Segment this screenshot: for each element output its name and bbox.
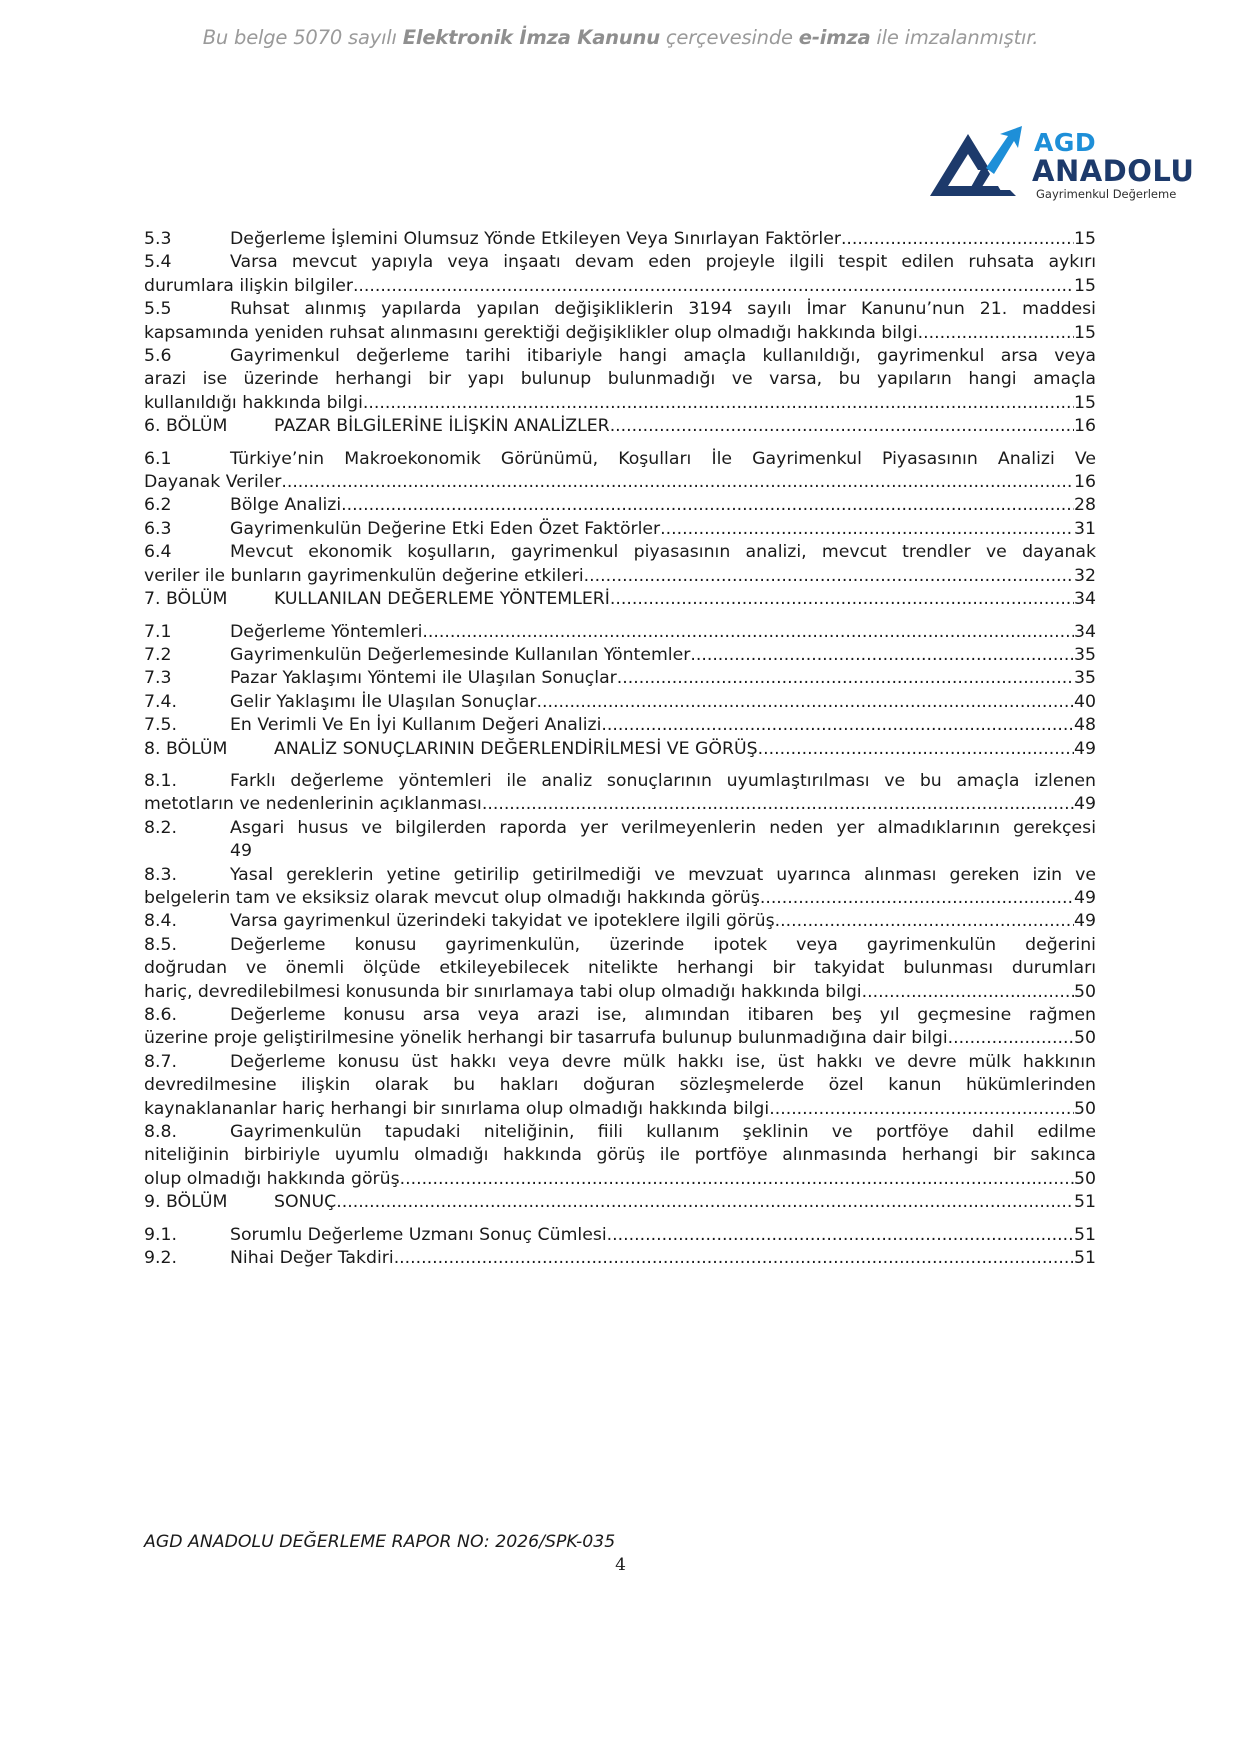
toc-entry-text: Gayrimenkul değerleme tarihi itibariyle hangi amaçla kullanıldığı, gayrimenkul arsa veya <box>230 346 1096 367</box>
toc-dot-leader <box>341 494 1074 517</box>
toc-entry-leader-line <box>144 494 1096 517</box>
toc-entry-number: 5.5 <box>144 299 172 320</box>
toc-entry-leader-line <box>144 1168 1096 1191</box>
logo-text-anadolu: ANADOLU <box>1032 154 1195 188</box>
toc-chapter-entry[interactable] <box>144 588 1096 611</box>
toc-dot-leader <box>948 1027 1074 1050</box>
toc-entry-text: arazi ise üzerinde herhangi bir yapı bulunup bulunmadığı ve varsa, bu yapıların hangi amaçla <box>144 369 1096 390</box>
toc-dot-leader <box>281 471 1074 494</box>
toc-entry-text: durumlara ilişkin bilgiler <box>144 275 353 296</box>
toc-entry-line <box>144 1144 1096 1167</box>
toc-entry-number: 8.8. <box>144 1122 177 1143</box>
toc-chapter-entry[interactable] <box>144 1191 1096 1214</box>
toc-entry-text: Gayrimenkulün tapudaki niteliğinin, fiili kullanım şeklinin ve portföye dahil edilme <box>230 1122 1096 1143</box>
toc-entry[interactable] <box>144 817 1096 864</box>
logo-text-agd: AGD <box>1034 128 1097 157</box>
toc-entry-page: 49 <box>230 841 252 862</box>
toc-dot-leader <box>758 738 1074 761</box>
toc-entry-page: 28 <box>1074 495 1096 516</box>
report-footer-title: AGD ANADOLU DEĞERLEME RAPOR NO: 2026/SPK-035 <box>144 1532 616 1552</box>
toc-entry[interactable] <box>144 251 1096 298</box>
toc-entry[interactable] <box>144 298 1096 345</box>
toc-entry-leader-line <box>144 1224 1096 1247</box>
toc-entry-leader-line <box>144 887 1096 910</box>
toc-dot-leader <box>336 1191 1074 1214</box>
toc-entry-text: Değerleme konusu arsa veya arazi ise, alımından itibaren beş yıl geçmesine rağmen <box>230 1005 1096 1025</box>
toc-entry-number: 8.2. <box>144 817 177 838</box>
toc-entry-leader-line <box>144 228 1096 251</box>
toc-dot-leader <box>363 392 1074 415</box>
toc-entry[interactable] <box>144 770 1096 817</box>
toc-entry-number: 5.6 <box>144 346 172 367</box>
toc-entry-text: Değerleme konusu gayrimenkulün, üzerinde ipotek veya gayrimenkulün değerini <box>230 934 1096 955</box>
toc-dot-leader <box>617 667 1074 690</box>
toc-entry-number: 5.3 <box>144 229 172 249</box>
toc-entry-page: 35 <box>1074 668 1096 689</box>
page-number: 4 <box>615 1555 626 1575</box>
toc-entry-leader-line <box>144 714 1096 737</box>
toc-entry[interactable] <box>144 934 1096 1004</box>
toc-entry-line <box>144 251 1096 274</box>
toc-entry-line <box>144 1074 1096 1097</box>
toc-entry-line <box>144 1004 1096 1027</box>
toc-entry[interactable] <box>144 518 1096 541</box>
toc-entry-text: belgelerin tam ve eksiksiz olarak mevcut olup olmadığı hakkında görüş <box>144 887 760 908</box>
toc-entry-number: 9.2. <box>144 1248 177 1269</box>
toc-entry-text: Değerleme Yöntemleri <box>230 621 423 642</box>
toc-entry-text: Nihai Değer Takdiri <box>230 1248 394 1269</box>
toc-dot-leader <box>482 793 1074 816</box>
toc-entry-text: niteliğinin birbiriyle uyumlu olmadığı hakkında görüş ile portföye alınmasında herhangi bir sakınca <box>144 1145 1096 1166</box>
banner-text-3: ile imzalanmıştır. <box>870 26 1039 49</box>
toc-dot-leader <box>918 322 1074 345</box>
toc-entry-line <box>144 770 1096 793</box>
toc-entry[interactable] <box>144 621 1096 644</box>
toc-chapter-title: ANALİZ SONUÇLARININ DEĞERLENDİRİLMESİ VE GÖRÜŞ <box>274 738 758 759</box>
toc-entry-line <box>144 1121 1096 1144</box>
toc-entry-text: Ruhsat alınmış yapılarda yapılan değişikliklerin 3194 sayılı İmar Kanunu’nun 21. maddesi <box>230 299 1096 320</box>
toc-chapter-title: PAZAR BİLGİLERİNE İLİŞKİN ANALİZLER <box>274 416 610 437</box>
toc-entry-leader-line <box>144 1247 1096 1270</box>
toc-entry-number: 8.1. <box>144 770 177 791</box>
toc-entry-leader-line <box>144 588 1096 611</box>
toc-entry-number: 7.3 <box>144 668 172 689</box>
toc-entry-text: kapsamında yeniden ruhsat alınmasını gerektiği değişiklikler olup olmadığı hakkında bilgi <box>144 322 918 343</box>
toc-dot-leader <box>760 887 1074 910</box>
toc-entry[interactable] <box>144 1121 1096 1191</box>
toc-dot-leader <box>536 691 1074 714</box>
toc-entry-text: doğrudan ve önemli ölçüde etkileyebilecek nitelikte herhangi bir takyidat bulunması durumları <box>144 958 1096 979</box>
toc-dot-leader <box>601 714 1074 737</box>
toc-entry[interactable] <box>144 691 1096 714</box>
toc-dot-leader <box>394 1247 1074 1270</box>
toc-entry-page: 16 <box>1074 472 1096 493</box>
toc-entry-leader-line <box>144 471 1096 494</box>
toc-entry-line <box>144 448 1096 471</box>
banner-text-2: çerçevesinde <box>659 26 799 49</box>
toc-entry-page: 34 <box>1074 621 1096 642</box>
table-of-contents <box>144 228 1096 1270</box>
toc-entry-number: 8.5. <box>144 934 177 955</box>
toc-entry-text: Varsa mevcut yapıyla veya inşaatı devam eden projeyle ilgili tespit edilen ruhsata aykırı <box>230 252 1096 273</box>
toc-entry-text: Farklı değerleme yöntemleri ile analiz sonuçlarının uyumlaştırılması ve bu amaçla izlenen <box>230 770 1096 791</box>
toc-entry-leader-line <box>144 1098 1096 1121</box>
toc-entry-number: 8.7. <box>144 1051 177 1072</box>
toc-entry-line <box>144 298 1096 321</box>
toc-entry[interactable] <box>144 1224 1096 1247</box>
toc-entry-page: 35 <box>1074 644 1096 665</box>
toc-entry-page: 50 <box>1074 1168 1096 1189</box>
toc-entry[interactable] <box>144 448 1096 495</box>
toc-entry-line <box>144 345 1096 368</box>
toc-entry-text: metotların ve nedenlerinin açıklanması <box>144 794 482 815</box>
toc-entry-page: 50 <box>1074 981 1096 1002</box>
toc-entry-page: 15 <box>1074 322 1096 343</box>
toc-chapter-number: 8. BÖLÜM <box>144 738 228 759</box>
toc-entry[interactable] <box>144 644 1096 667</box>
toc-entry-number: 8.6. <box>144 1005 177 1025</box>
company-logo <box>928 124 1198 204</box>
toc-entry-text: olup olmadığı hakkında görüş <box>144 1168 400 1189</box>
toc-entry-text: En Verimli Ve En İyi Kullanım Değeri Analizi <box>230 715 602 736</box>
toc-entry-page: 40 <box>1074 691 1096 712</box>
toc-entry-line <box>144 368 1096 391</box>
toc-entry-text: Gayrimenkulün Değerine Etki Eden Özet Faktörler <box>230 518 661 539</box>
toc-entry-number: 5.4 <box>144 252 172 273</box>
banner-text-1: Bu belge 5070 sayılı <box>202 26 403 49</box>
toc-chapter-number: 7. BÖLÜM <box>144 589 228 610</box>
toc-entry[interactable] <box>144 494 1096 517</box>
toc-entry-leader-line <box>144 621 1096 644</box>
toc-entry-page: 49 <box>1074 794 1096 815</box>
toc-entry[interactable] <box>144 667 1096 690</box>
banner-bold-1: Elektronik İmza Kanunu <box>402 26 660 49</box>
toc-entry-number: 9.1. <box>144 1224 177 1245</box>
toc-entry-number: 7.1 <box>144 621 172 642</box>
toc-entry-page: 51 <box>1074 1224 1096 1245</box>
toc-entry-leader-line <box>144 691 1096 714</box>
toc-entry-text: veriler ile bunların gayrimenkulün değerine etkileri <box>144 565 584 586</box>
toc-entry-number: 7.2 <box>144 644 172 665</box>
toc-chapter-entry[interactable] <box>144 738 1096 761</box>
toc-entry-page: 31 <box>1074 518 1096 539</box>
toc-dot-leader <box>862 981 1074 1004</box>
toc-entry-leader-line <box>144 738 1096 761</box>
toc-entry-leader-line <box>144 910 1096 933</box>
toc-entry-page: 15 <box>1074 392 1096 413</box>
toc-entry-page: 32 <box>1074 565 1096 586</box>
toc-chapter-title: KULLANILAN DEĞERLEME YÖNTEMLERİ <box>274 589 610 610</box>
toc-entry-text: Dayanak Veriler <box>144 472 282 493</box>
toc-chapter-entry[interactable] <box>144 415 1096 438</box>
toc-chapter-number: 9. BÖLÜM <box>144 1192 228 1213</box>
e-signature-banner <box>0 26 1241 49</box>
toc-dot-leader <box>660 518 1074 541</box>
toc-entry-number: 7.4. <box>144 691 177 712</box>
toc-dot-leader <box>584 565 1074 588</box>
toc-entry-number: 7.5. <box>144 715 177 736</box>
toc-chapter-number: 6. BÖLÜM <box>144 416 228 437</box>
toc-dot-leader <box>841 228 1074 251</box>
toc-entry-number: 8.3. <box>144 864 177 885</box>
toc-entry-leader-line <box>144 275 1096 298</box>
toc-entry-text: Gayrimenkulün Değerlemesinde Kullanılan Yöntemler <box>230 644 691 665</box>
toc-entry-line <box>144 817 1096 840</box>
toc-entry[interactable] <box>144 714 1096 737</box>
toc-entry-page: 49 <box>1074 887 1096 908</box>
toc-entry-text: Pazar Yaklaşımı Yöntemi ile Ulaşılan Sonuçlar <box>230 668 617 689</box>
toc-entry-page: 51 <box>1074 1248 1096 1269</box>
toc-dot-leader <box>690 644 1074 667</box>
toc-dot-leader <box>353 275 1074 298</box>
toc-entry-text: Değerleme konusu üst hakkı veya devre mülk hakkı ise, üst hakkı ve devre mülk hakkının <box>230 1051 1096 1072</box>
toc-entry-text: üzerine proje geliştirilmesine yönelik herhangi bir tasarrufa bulunup bulunmadığına dair bilgi <box>144 1028 948 1049</box>
toc-entry-text: Mevcut ekonomik koşulların, gayrimenkul piyasasının analizi, mevcut trendler ve dayanak <box>230 542 1096 563</box>
toc-entry-leader-line <box>144 981 1096 1004</box>
toc-dot-leader <box>769 1098 1074 1121</box>
toc-entry-text: Sorumlu Değerleme Uzmanı Sonuç Cümlesi <box>230 1224 607 1245</box>
toc-entry-leader-line <box>144 415 1096 438</box>
toc-entry[interactable] <box>144 910 1096 933</box>
toc-entry-page: 16 <box>1074 416 1096 437</box>
toc-entry-text: Bölge Analizi <box>230 495 342 516</box>
toc-entry-page: 34 <box>1074 589 1096 610</box>
logo-mark-icon <box>928 124 1038 204</box>
toc-entry-page: 49 <box>1074 738 1096 759</box>
toc-entry-page: 50 <box>1074 1028 1096 1049</box>
toc-entry-line <box>144 934 1096 957</box>
toc-entry-text: Asgari husus ve bilgilerden raporda yer verilmeyenlerin neden yer almadıklarının gerekçesi <box>230 817 1096 838</box>
toc-entry-page: 49 <box>1074 911 1096 932</box>
toc-chapter-title: SONUÇ <box>274 1192 337 1213</box>
toc-entry-leader-line <box>144 565 1096 588</box>
toc-entry-leader-line <box>144 322 1096 345</box>
toc-entry-text: kaynaklananlar hariç herhangi bir sınırlama olup olmadığı hakkında bilgi <box>144 1098 770 1119</box>
toc-entry[interactable] <box>144 864 1096 911</box>
toc-entry[interactable] <box>144 228 1096 251</box>
toc-entry[interactable] <box>144 345 1096 415</box>
toc-dot-leader <box>775 910 1074 933</box>
toc-dot-leader <box>607 1224 1074 1247</box>
toc-dot-leader <box>610 415 1074 438</box>
toc-entry-number: 6.3 <box>144 518 172 539</box>
toc-entry-text: Gelir Yaklaşımı İle Ulaşılan Sonuçlar <box>230 691 537 712</box>
toc-entry[interactable] <box>144 1051 1096 1121</box>
toc-entry-number: 6.2 <box>144 495 172 516</box>
toc-entry-text: Türkiye’nin Makroekonomik Görünümü, Koşulları İle Gayrimenkul Piyasasının Analizi Ve <box>230 448 1096 469</box>
toc-entry-text: devredilmesine ilişkin olarak bu hakları doğuran sözleşmelerde özel kanun hükümlerinden <box>144 1075 1096 1096</box>
toc-entry[interactable] <box>144 1004 1096 1051</box>
toc-entry[interactable] <box>144 1247 1096 1270</box>
toc-entry-text: Varsa gayrimenkul üzerindeki takyidat ve ipoteklere ilgili görüş <box>230 911 775 932</box>
toc-dot-leader <box>400 1168 1074 1191</box>
toc-entry-number: 6.4 <box>144 542 172 563</box>
toc-entry-leader-line <box>144 1027 1096 1050</box>
toc-entry-line <box>144 1051 1096 1074</box>
toc-entry-line <box>144 864 1096 887</box>
toc-entry-text: kullanıldığı hakkında bilgi <box>144 392 363 413</box>
toc-entry-page: 15 <box>1074 275 1096 296</box>
toc-entry-leader-line <box>144 518 1096 541</box>
toc-entry-leader-line <box>144 1191 1096 1214</box>
toc-entry-leader-line <box>144 644 1096 667</box>
toc-entry[interactable] <box>144 541 1096 588</box>
toc-entry-leader-line <box>144 392 1096 415</box>
toc-entry-page: 50 <box>1074 1098 1096 1119</box>
toc-dot-leader <box>610 588 1074 611</box>
toc-entry-page: 51 <box>1074 1192 1096 1213</box>
toc-entry-line <box>144 541 1096 564</box>
toc-entry-page: 48 <box>1074 715 1096 736</box>
toc-entry-line <box>144 957 1096 980</box>
toc-entry-text: Yasal gereklerin yetine getirilip getirilmediği ve mevzuat uyarınca alınması gereken izin ve <box>230 864 1096 885</box>
toc-entry-text: hariç, devredilebilmesi konusunda bir sınırlamaya tabi olup olmadığı hakkında bilgi <box>144 981 862 1002</box>
logo-text-tagline: Gayrimenkul Değerleme <box>1036 187 1177 201</box>
toc-entry-page: 15 <box>1074 229 1096 249</box>
toc-entry-number: 8.4. <box>144 911 177 932</box>
toc-dot-leader <box>422 621 1074 644</box>
toc-entry-leader-line <box>144 793 1096 816</box>
toc-entry-number: 6.1 <box>144 448 172 469</box>
banner-bold-2: e-imza <box>798 26 871 49</box>
toc-entry-text: Değerleme İşlemini Olumsuz Yönde Etkileyen Veya Sınırlayan Faktörler <box>230 229 841 249</box>
toc-entry-leader-line <box>144 667 1096 690</box>
